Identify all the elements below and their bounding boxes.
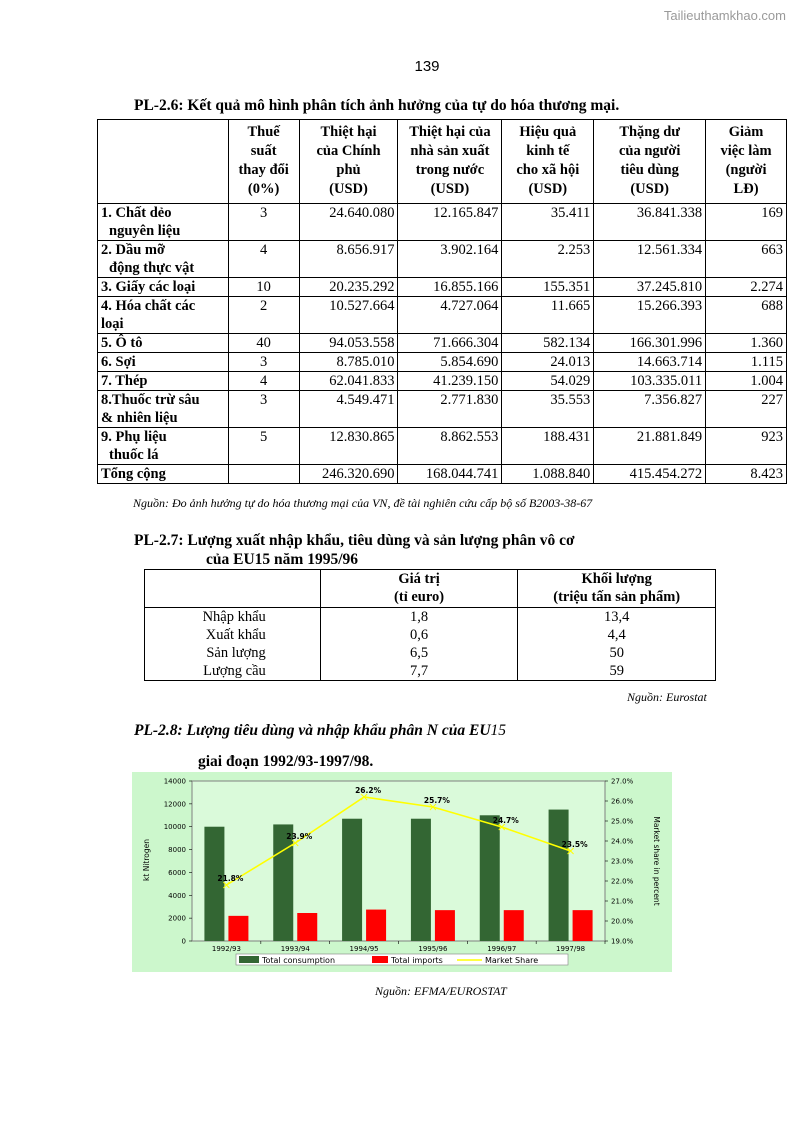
bar-total-imports bbox=[573, 910, 593, 941]
cell: 12.830.865 bbox=[299, 428, 398, 465]
y-tick-label: 12000 bbox=[163, 800, 186, 809]
table-row bbox=[145, 644, 716, 662]
cell: 15.266.393 bbox=[594, 297, 706, 334]
table-row bbox=[98, 391, 787, 428]
x-tick-label: 1992/93 bbox=[211, 945, 241, 953]
bar-total-consumption bbox=[342, 819, 362, 941]
y2-tick-label: 19.0% bbox=[611, 937, 634, 946]
bar-total-consumption bbox=[480, 815, 500, 941]
row-label: 1. Chất dẻo nguyên liệu bbox=[98, 204, 229, 241]
cell: 1,8 bbox=[320, 608, 518, 627]
cell: 62.041.833 bbox=[299, 372, 398, 391]
pl27-source: Nguồn: Eurostat bbox=[627, 690, 707, 704]
bar-total-consumption bbox=[549, 810, 569, 941]
cell: 103.335.011 bbox=[594, 372, 706, 391]
x-tick-label: 1995/96 bbox=[418, 945, 448, 953]
cell: 4 bbox=[228, 241, 299, 278]
y-tick-label: 0 bbox=[181, 937, 186, 946]
y2-tick-label: 25.0% bbox=[611, 817, 634, 826]
bar-total-consumption bbox=[204, 827, 224, 941]
cell: 415.454.272 bbox=[594, 465, 706, 484]
cell: 40 bbox=[228, 334, 299, 353]
pl28-title-line1: PL-2.8: Lượng tiêu dùng và nhập khẩu phân N của EU15 bbox=[134, 722, 507, 739]
data-label: 24.7% bbox=[492, 816, 519, 825]
x-tick-label: 1993/94 bbox=[280, 945, 310, 953]
cell: 169 bbox=[706, 204, 787, 241]
y2-tick-label: 26.0% bbox=[611, 797, 634, 806]
cell: 16.855.166 bbox=[398, 278, 502, 297]
y-tick-label: 6000 bbox=[168, 868, 186, 877]
pl26-table bbox=[97, 119, 787, 484]
y2-tick-label: 23.0% bbox=[611, 857, 634, 866]
row-label: 8.Thuốc trừ sâu & nhiên liệu bbox=[98, 391, 229, 428]
pl27-header-value: Giá trị (tỉ euro) bbox=[320, 570, 518, 608]
cell: 582.134 bbox=[502, 334, 594, 353]
cell: 21.881.849 bbox=[594, 428, 706, 465]
pl26-header-jobs: Giảm việc làm (người LĐ) bbox=[706, 120, 787, 204]
cell: 94.053.558 bbox=[299, 334, 398, 353]
cell: 8.423 bbox=[706, 465, 787, 484]
pl28-chart bbox=[132, 772, 672, 972]
cell: 12.165.847 bbox=[398, 204, 502, 241]
cell: 3 bbox=[228, 391, 299, 428]
pl26-header-efficiency: Hiệu quả kinh tế cho xã hội (USD) bbox=[502, 120, 594, 204]
cell: 4 bbox=[228, 372, 299, 391]
row-label: Tổng cộng bbox=[98, 465, 229, 484]
y-tick-label: 2000 bbox=[168, 914, 186, 923]
cell: 188.431 bbox=[502, 428, 594, 465]
cell: 1.115 bbox=[706, 353, 787, 372]
table-row bbox=[98, 297, 787, 334]
row-label: 7. Thép bbox=[98, 372, 229, 391]
cell: 1.360 bbox=[706, 334, 787, 353]
y2-tick-label: 27.0% bbox=[611, 777, 634, 786]
legend-label-total-consumption: Total consumption bbox=[262, 956, 336, 965]
data-label: 23.5% bbox=[561, 840, 588, 849]
bar-total-consumption bbox=[411, 819, 431, 941]
table-row bbox=[98, 241, 787, 278]
cell: 246.320.690 bbox=[299, 465, 398, 484]
cell: 688 bbox=[706, 297, 787, 334]
cell: 155.351 bbox=[502, 278, 594, 297]
page-number: 139 bbox=[414, 58, 440, 75]
y2-tick-label: 20.0% bbox=[611, 917, 634, 926]
bar-total-imports bbox=[435, 910, 455, 941]
pl27-header-blank bbox=[145, 570, 321, 608]
row-label: 5. Ô tô bbox=[98, 334, 229, 353]
pl27-title-line1: PL-2.7: Lượng xuất nhập khẩu, tiêu dùng và sản lượng phân vô cơ bbox=[134, 532, 575, 549]
table-row bbox=[98, 372, 787, 391]
table-row bbox=[98, 278, 787, 297]
cell: 50 bbox=[518, 644, 716, 662]
pl27-table bbox=[144, 569, 716, 681]
plot-area bbox=[192, 781, 605, 941]
cell: 3 bbox=[228, 353, 299, 372]
y-tick-label: 4000 bbox=[168, 891, 186, 900]
pl26-source: Nguồn: Đo ảnh hưởng tự do hóa thương mại của VN, đề tài nghiên cứu cấp bộ số B2003-38-67 bbox=[133, 496, 593, 510]
cell: 0,6 bbox=[320, 626, 518, 644]
y-axis-title: kt Nitrogen bbox=[142, 839, 151, 881]
row-label: 9. Phụ liệu thuốc lá bbox=[98, 428, 229, 465]
cell: 8.656.917 bbox=[299, 241, 398, 278]
pl26-header-gov-loss: Thiệt hại của Chính phủ (USD) bbox=[299, 120, 398, 204]
cell: 6,5 bbox=[320, 644, 518, 662]
y-tick-label: 10000 bbox=[163, 823, 186, 832]
cell: 5.854.690 bbox=[398, 353, 502, 372]
pl27-header-row bbox=[145, 570, 716, 608]
pl27-header-volume: Khối lượng (triệu tấn sản phẩm) bbox=[518, 570, 716, 608]
pl28-title-line2: giai đoạn 1992/93-1997/98. bbox=[198, 753, 374, 770]
data-label: 26.2% bbox=[355, 786, 382, 795]
cell: 24.640.080 bbox=[299, 204, 398, 241]
cell: 168.044.741 bbox=[398, 465, 502, 484]
cell: 10.527.664 bbox=[299, 297, 398, 334]
legend-label-market-share: Market Share bbox=[485, 956, 539, 965]
bar-total-imports bbox=[366, 910, 386, 941]
row-label: 4. Hóa chất các loại bbox=[98, 297, 229, 334]
cell: 13,4 bbox=[518, 608, 716, 627]
cell: 14.663.714 bbox=[594, 353, 706, 372]
cell: 41.239.150 bbox=[398, 372, 502, 391]
cell: 2 bbox=[228, 297, 299, 334]
row-label: 3. Giấy các loại bbox=[98, 278, 229, 297]
pl26-header-tax: Thuế suất thay đổi (0%) bbox=[228, 120, 299, 204]
total-row bbox=[98, 465, 787, 484]
cell: 4.549.471 bbox=[299, 391, 398, 428]
cell: 3 bbox=[228, 204, 299, 241]
cell: 37.245.810 bbox=[594, 278, 706, 297]
cell: 54.029 bbox=[502, 372, 594, 391]
cell: 4.727.064 bbox=[398, 297, 502, 334]
x-tick-label: 1997/98 bbox=[556, 945, 586, 953]
cell: 24.013 bbox=[502, 353, 594, 372]
pl26-header-row bbox=[98, 120, 787, 204]
cell: 36.841.338 bbox=[594, 204, 706, 241]
cell: 4,4 bbox=[518, 626, 716, 644]
cell: 3.902.164 bbox=[398, 241, 502, 278]
y-tick-label: 14000 bbox=[163, 777, 186, 786]
cell: 59 bbox=[518, 662, 716, 681]
y2-tick-label: 22.0% bbox=[611, 877, 634, 886]
cell bbox=[228, 465, 299, 484]
cell: 227 bbox=[706, 391, 787, 428]
legend-label-total-imports: Total imports bbox=[391, 956, 443, 965]
bar-total-imports bbox=[504, 910, 524, 941]
cell: 1.088.840 bbox=[502, 465, 594, 484]
x-tick-label: 1994/95 bbox=[349, 945, 379, 953]
cell: 8.785.010 bbox=[299, 353, 398, 372]
cell: 8.862.553 bbox=[398, 428, 502, 465]
table-row bbox=[98, 334, 787, 353]
y2-tick-label: 21.0% bbox=[611, 897, 634, 906]
y-tick-label: 8000 bbox=[168, 846, 186, 855]
bar-total-consumption bbox=[273, 824, 293, 941]
row-label: 6. Sợi bbox=[98, 353, 229, 372]
pl28-source: Nguồn: EFMA/EUROSTAT bbox=[375, 984, 507, 998]
row-label: Xuất khẩu bbox=[145, 626, 321, 644]
cell: 5 bbox=[228, 428, 299, 465]
cell: 663 bbox=[706, 241, 787, 278]
y2-axis-title: Market share in percent bbox=[652, 816, 661, 906]
cell: 2.253 bbox=[502, 241, 594, 278]
legend-swatch-total-imports bbox=[372, 956, 388, 963]
cell: 7,7 bbox=[320, 662, 518, 681]
row-label: Sản lượng bbox=[145, 644, 321, 662]
chart-svg bbox=[132, 772, 672, 972]
pl26-title: PL-2.6: Kết quả mô hình phân tích ảnh hưởng của tự do hóa thương mại. bbox=[134, 97, 620, 114]
cell: 2.771.830 bbox=[398, 391, 502, 428]
y2-tick-label: 24.0% bbox=[611, 837, 634, 846]
table-row bbox=[145, 608, 716, 627]
cell: 12.561.334 bbox=[594, 241, 706, 278]
bar-total-imports bbox=[297, 913, 317, 941]
cell: 2.274 bbox=[706, 278, 787, 297]
cell: 1.004 bbox=[706, 372, 787, 391]
table-row bbox=[98, 204, 787, 241]
cell: 166.301.996 bbox=[594, 334, 706, 353]
pl27-title-line2: của EU15 năm 1995/96 bbox=[206, 551, 358, 568]
cell: 11.665 bbox=[502, 297, 594, 334]
x-tick-label: 1996/97 bbox=[487, 945, 517, 953]
cell: 7.356.827 bbox=[594, 391, 706, 428]
pl26-header-surplus: Thặng dư của người tiêu dùng (USD) bbox=[594, 120, 706, 204]
cell: 20.235.292 bbox=[299, 278, 398, 297]
table-row bbox=[98, 428, 787, 465]
cell: 71.666.304 bbox=[398, 334, 502, 353]
data-label: 23.9% bbox=[286, 832, 313, 841]
cell: 35.553 bbox=[502, 391, 594, 428]
table-row bbox=[145, 626, 716, 644]
cell: 10 bbox=[228, 278, 299, 297]
legend-swatch-total-consumption bbox=[239, 956, 259, 963]
table-row bbox=[98, 353, 787, 372]
cell: 923 bbox=[706, 428, 787, 465]
row-label: Nhập khẩu bbox=[145, 608, 321, 627]
cell: 35.411 bbox=[502, 204, 594, 241]
pl26-header-producer-loss: Thiệt hại của nhà sản xuất trong nước (USD) bbox=[398, 120, 502, 204]
bar-total-imports bbox=[228, 916, 248, 941]
pl26-header-blank bbox=[98, 120, 229, 204]
table-row bbox=[145, 662, 716, 681]
watermark: Tailieuthamkhao.com bbox=[663, 8, 786, 23]
data-label: 25.7% bbox=[423, 796, 450, 805]
row-label: Lượng cầu bbox=[145, 662, 321, 681]
data-label: 21.8% bbox=[217, 874, 244, 883]
row-label: 2. Dầu mỡ động thực vật bbox=[98, 241, 229, 278]
